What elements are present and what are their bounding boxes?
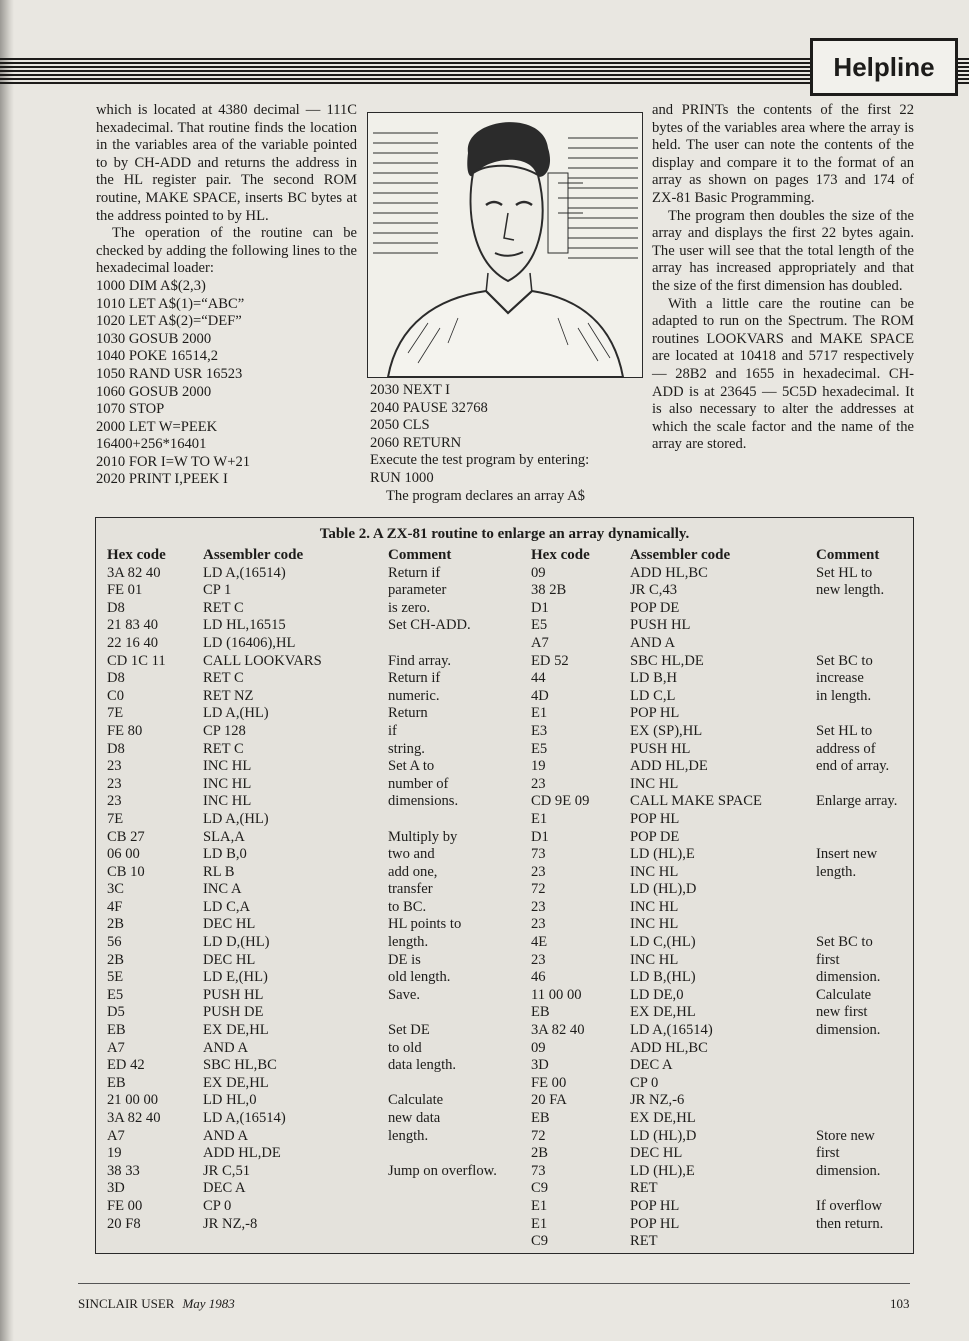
table-cell: EX (SP),HL — [630, 722, 703, 739]
table-cell: E1 — [531, 810, 548, 827]
table-cell: DEC HL — [203, 916, 256, 933]
table-cell: 2B — [531, 1145, 549, 1162]
table-title: Table 2. A ZX-81 routine to enlarge an array dynamically. — [319, 526, 690, 542]
table-cell: address of — [816, 740, 876, 757]
paragraph: With a little care the routine can be adapted to run on the Spectrum. The ROM routines LOOKVARS and MAKE SPACE are located at 10418 and 5717 respectively — 28B2 and 1655 in hexadecimal. CH-ADD is at 23645 — 5C5D hexadecimal. It is also necessary to alter the addresses at which the scale factor and the name of the array are stored. — [652, 295, 914, 453]
table-cell: CALL LOOKVARS — [203, 652, 322, 669]
table-cell: 19 — [531, 758, 546, 775]
table-cell: new first — [816, 1004, 868, 1021]
basic-listing — [96, 278, 357, 489]
table-cell — [816, 899, 897, 917]
table-cell: C0 — [107, 687, 125, 704]
table-cell: CD 1C 11 — [107, 652, 166, 669]
table-cell: 3A 82 40 — [531, 1022, 585, 1039]
right-comment-column — [816, 547, 897, 1251]
table-cell: RET C — [203, 740, 244, 757]
table-cell: INC HL — [203, 758, 252, 775]
page-spine-shadow — [0, 0, 14, 1341]
table-cell: CB 27 — [107, 828, 145, 845]
table-cell: RET C — [203, 599, 244, 616]
table-cell — [816, 1092, 897, 1110]
table-cell: dimensions. — [388, 793, 459, 810]
table-cell: A7 — [531, 634, 549, 651]
table-cell: end of array. — [816, 758, 890, 775]
table-cell: D8 — [107, 599, 125, 616]
table-cell: 23 — [531, 863, 546, 880]
table-cell: RET C — [203, 670, 244, 687]
table-cell: number of — [388, 775, 449, 792]
column-header: Comment — [388, 547, 452, 563]
table-cell: 23 — [531, 775, 546, 792]
table-cell: CB 10 — [107, 863, 145, 880]
table-cell: EX DE,HL — [630, 1004, 696, 1021]
column-header: Assembler code — [203, 547, 304, 563]
table-cell: 09 — [531, 564, 546, 581]
table-cell — [816, 617, 897, 635]
table-cell: E5 — [531, 617, 548, 634]
table-cell — [388, 1180, 497, 1198]
paragraph: The operation of the routine can be checked by adding the following lines to the hexadecimal loader: — [96, 225, 357, 277]
table-cell: dimension. — [816, 1022, 881, 1039]
table-cell: first — [816, 951, 840, 968]
table-cell: is zero. — [388, 599, 431, 616]
table-cell: 44 — [531, 670, 546, 687]
table-cell: Return if — [388, 564, 441, 581]
table-cell: LD A,(16514) — [630, 1022, 713, 1039]
table-cell: JR NZ,-6 — [630, 1092, 685, 1109]
code-line: 2020 PRINT I,PEEK I — [96, 471, 228, 488]
table-cell: length. — [388, 934, 429, 951]
table-cell: D8 — [107, 740, 125, 757]
table-cell: RET — [630, 1233, 658, 1250]
table-cell: Calculate — [388, 1092, 444, 1109]
table-cell: LD B,(HL) — [630, 969, 696, 986]
table-cell: D5 — [107, 1004, 125, 1021]
table-cell: FE 00 — [107, 1197, 143, 1214]
table-cell: If overflow — [816, 1197, 883, 1214]
table-cell — [816, 881, 897, 899]
table-cell: POP HL — [630, 1197, 680, 1214]
table-cell: 23 — [107, 793, 122, 810]
table-cell: POP HL — [630, 705, 680, 722]
table-cell — [388, 1145, 497, 1163]
table-cell: LD C,L — [630, 687, 676, 704]
table-cell: E5 — [107, 986, 124, 1003]
table-cell — [816, 1233, 897, 1251]
column-1 — [96, 102, 357, 489]
table-cell — [816, 1110, 897, 1128]
table-cell — [388, 1004, 497, 1022]
table-cell: EB — [531, 1110, 550, 1126]
code-line: 1000 DIM A$(2,3) — [96, 277, 206, 294]
table-cell: 3D — [107, 1180, 125, 1197]
table-cell: INC HL — [203, 793, 252, 810]
table-cell: 38 2B — [531, 582, 567, 599]
table-cell: INC HL — [630, 898, 679, 915]
table-cell: CP 128 — [203, 722, 246, 739]
table-cell: CD 9E 09 — [531, 793, 590, 810]
table-cell — [388, 1198, 497, 1216]
table-cell: CP 0 — [630, 1074, 659, 1091]
table-cell: parameter — [388, 582, 447, 599]
table-cell: Enlarge array. — [816, 793, 898, 810]
table-cell — [388, 1075, 497, 1093]
table-cell: Set BC to — [816, 934, 873, 951]
table-cell: dimension. — [816, 969, 881, 986]
page-number: 103 — [890, 1296, 910, 1311]
table-cell: 19 — [107, 1145, 122, 1162]
table-cell: new length. — [816, 582, 885, 599]
table-cell: 21 00 00 — [107, 1092, 159, 1109]
table-cell — [388, 1216, 497, 1234]
table-cell: first — [816, 1145, 840, 1162]
table-cell: Set DE — [388, 1022, 430, 1039]
table-cell: LD E,(HL) — [203, 969, 268, 986]
table-cell: 23 — [531, 951, 546, 968]
table-cell: DE is — [388, 951, 421, 968]
table-cell: LD HL,16515 — [203, 617, 286, 634]
table-cell: INC A — [203, 881, 242, 898]
table-cell — [388, 811, 497, 829]
table-cell: LD A,(HL) — [203, 810, 269, 827]
table-cell: EX DE,HL — [203, 1074, 269, 1091]
table-cell: 22 16 40 — [107, 634, 159, 651]
table-cell: dimension. — [816, 1162, 881, 1179]
right-hex-column — [531, 547, 590, 1251]
left-comment-column — [388, 547, 497, 1233]
table-cell: RET NZ — [203, 687, 254, 704]
paragraph: which is located at 4380 decimal — 111C hexadecimal. That routine finds the location in the variables area of the variable pointed to by CH-ADD and returns the address in the HL register pair. The second ROM routine, MAKE SPACE, inserts BC bytes at the address pointed to by HL. — [96, 102, 357, 224]
table-cell: DEC A — [203, 1180, 246, 1197]
table-cell: LD A,(16514) — [203, 564, 286, 581]
table-cell — [816, 776, 897, 794]
code-line: 1040 POKE 16514,2 — [96, 348, 219, 365]
header-rules — [0, 58, 820, 88]
table-cell: 4D — [531, 687, 549, 704]
table-cell: if — [388, 722, 397, 739]
paragraph: The program then doubles the size of the array and displays the first 22 bytes again. The user will see that the total length of the array has increased appropriately and that the size of the first dimension has doubled. — [652, 207, 914, 294]
table-cell: to BC. — [388, 898, 427, 915]
table-cell: increase — [816, 670, 864, 687]
table-cell: Calculate — [816, 986, 872, 1003]
code-line: 2000 LET W=PEEK — [96, 418, 218, 435]
table-cell: POP HL — [630, 1215, 680, 1232]
table-cell: LD A,(HL) — [203, 705, 269, 722]
paragraph: and PRINTs the contents of the first 22 bytes of the variables area where the array is held. The user can note the contents of the display and compare it to the format of an array as shown on pages 173 and 174 of ZX-81 Basic Programming. — [652, 102, 914, 206]
table-cell: CALL MAKE SPACE — [630, 793, 762, 810]
table-cell: transfer — [388, 881, 433, 898]
table-cell: old length. — [388, 969, 451, 986]
table-cell: Set HL to — [816, 564, 873, 581]
table-cell: 11 00 00 — [531, 986, 582, 1003]
section-label: Helpline — [810, 38, 958, 96]
code-line: 1070 STOP — [96, 401, 165, 418]
table-cell: 4F — [107, 898, 123, 915]
table-cell — [816, 1057, 897, 1075]
code-line: 1060 GOSUB 2000 — [96, 383, 212, 400]
code-line: 2050 CLS — [370, 417, 430, 434]
table-cell: Return — [388, 705, 428, 722]
table-cell: ADD HL,DE — [630, 758, 708, 775]
portrait-sketch-icon — [368, 113, 642, 377]
code-line: 1020 LET A$(2)=“DEF” — [96, 313, 242, 330]
table-cell — [388, 635, 497, 653]
code-line: 2030 NEXT I — [370, 382, 450, 398]
table-cell: E1 — [531, 1215, 548, 1232]
table-cell: JR C,43 — [630, 582, 678, 599]
table-cell: 21 83 40 — [107, 617, 159, 634]
table-cell: 72 — [531, 1127, 546, 1144]
table-cell: C9 — [531, 1233, 549, 1250]
table-cell: LD C,A — [203, 898, 251, 915]
table-cell: 06 00 — [107, 846, 140, 863]
table-cell: SBC HL,DE — [630, 652, 704, 669]
code-line: 1010 LET A$(1)=“ABC” — [96, 295, 245, 312]
paragraph: The program declares an array A$ — [386, 487, 585, 504]
table-cell: Insert new — [816, 846, 878, 863]
table-cell: INC HL — [630, 775, 679, 792]
table-cell: two and — [388, 846, 435, 863]
table-cell: Set CH-ADD. — [388, 617, 471, 634]
portrait-illustration — [367, 112, 643, 378]
table-cell: 7E — [107, 705, 124, 722]
table-cell: Store new — [816, 1127, 875, 1144]
table-cell: D1 — [531, 599, 549, 616]
table-cell: CP 0 — [203, 1197, 232, 1214]
table-cell: 72 — [531, 881, 546, 898]
paragraph: Execute the test program by entering: — [370, 452, 590, 469]
table-cell: AND A — [203, 1039, 248, 1056]
table-cell: 20 F8 — [107, 1215, 141, 1232]
code-line: 2010 FOR I=W TO W+21 — [96, 453, 251, 470]
table-cell: D8 — [107, 670, 125, 687]
table-cell — [816, 1075, 897, 1093]
code-line: 1050 RAND USR 16523 — [96, 365, 243, 382]
table-cell: ADD HL,DE — [203, 1145, 281, 1162]
table-cell: Multiply by — [388, 828, 458, 845]
table-cell: EB — [107, 1074, 126, 1091]
footer-credit — [78, 1296, 235, 1312]
table-cell: LD (HL),D — [630, 1127, 697, 1144]
table-cell: FE 80 — [107, 722, 143, 739]
table-cell: PUSH DE — [203, 1004, 264, 1021]
table-cell: 5E — [107, 969, 124, 986]
table-cell: LD (HL),E — [630, 846, 695, 863]
table-cell: JR NZ,-8 — [203, 1215, 258, 1232]
table-cell: D1 — [531, 828, 549, 845]
table-cell: add one, — [388, 863, 438, 880]
table-cell: E1 — [531, 705, 548, 722]
table-cell: DEC HL — [630, 1145, 683, 1162]
table-cell: 7E — [107, 810, 124, 827]
table-cell: LD B,0 — [203, 846, 247, 863]
table-cell: LD C,(HL) — [630, 934, 696, 951]
footer-rule — [78, 1283, 910, 1284]
table-cell: RET — [630, 1180, 658, 1197]
table-cell: INC HL — [630, 863, 679, 880]
table-cell: RL B — [203, 863, 235, 880]
table-cell: DEC HL — [203, 951, 256, 968]
table-cell: EX DE,HL — [203, 1022, 269, 1039]
code-line: 1030 GOSUB 2000 — [96, 330, 212, 347]
table-cell: ED 52 — [531, 652, 569, 669]
table-cell: INC HL — [630, 951, 679, 968]
table-cell: HL points to — [388, 916, 462, 933]
table-cell: 3A 82 40 — [107, 564, 161, 581]
magazine-name: SINCLAIR USER — [78, 1296, 175, 1311]
table-cell: POP HL — [630, 810, 680, 827]
table-cell: CP 1 — [203, 582, 232, 599]
table-cell: 3D — [531, 1057, 549, 1074]
table-cell: PUSH HL — [630, 740, 691, 757]
table-cell: 46 — [531, 969, 546, 986]
column-header: Assembler code — [630, 547, 731, 563]
table-cell: Set BC to — [816, 652, 873, 669]
table-cell — [816, 600, 897, 618]
table-cell: string. — [388, 740, 425, 757]
table-cell: PUSH HL — [203, 986, 264, 1003]
table-cell: SLA,A — [203, 828, 245, 845]
table-cell — [816, 916, 897, 934]
table-cell: data length. — [388, 1057, 457, 1074]
table-cell: 23 — [531, 916, 546, 933]
table-cell: INC HL — [203, 775, 252, 792]
column-header: Hex code — [531, 547, 590, 563]
table-cell: 73 — [531, 1162, 546, 1179]
table-cell: 4E — [531, 934, 548, 951]
table-cell: 3C — [107, 881, 125, 898]
table-cell: Find array. — [388, 652, 452, 669]
table-cell — [816, 705, 897, 723]
table-cell: EX DE,HL — [630, 1110, 696, 1126]
table-cell: 73 — [531, 846, 546, 863]
code-line: 16400+256*16401 — [96, 436, 207, 453]
table-cell: new data — [388, 1110, 441, 1126]
table-cell: AND A — [203, 1127, 248, 1144]
table-cell: numeric. — [388, 687, 440, 704]
table-cell: C9 — [531, 1180, 549, 1197]
table-cell: LD A,(16514) — [203, 1110, 286, 1126]
column-header: Hex code — [107, 547, 166, 563]
right-asm-column — [630, 547, 762, 1251]
table-cell: POP DE — [630, 828, 680, 845]
left-hex-column — [107, 547, 166, 1233]
table-cell: EB — [107, 1022, 126, 1039]
table-cell: 2B — [107, 916, 125, 933]
table-cell: E1 — [531, 1197, 548, 1214]
table-cell — [816, 829, 897, 847]
table-cell: INC HL — [630, 916, 679, 933]
code-line: RUN 1000 — [370, 469, 434, 486]
table-cell: FE 00 — [531, 1074, 567, 1091]
column-2 — [370, 382, 638, 505]
table-cell: ED 42 — [107, 1057, 145, 1074]
table-cell: LD HL,0 — [203, 1092, 257, 1109]
table-cell: LD DE,0 — [630, 986, 684, 1003]
table-cell — [816, 1180, 897, 1198]
table-cell: E5 — [531, 740, 548, 757]
table-cell: then return. — [816, 1215, 884, 1232]
table-cell: LD (HL),E — [630, 1162, 695, 1179]
table-cell — [816, 811, 897, 829]
table-cell: 23 — [531, 898, 546, 915]
table-cell: LD D,(HL) — [203, 934, 270, 951]
table-cell: 23 — [107, 758, 122, 775]
table-cell: POP DE — [630, 599, 680, 616]
table-cell: E3 — [531, 722, 548, 739]
table-cell: Set HL to — [816, 722, 873, 739]
table-cell — [816, 1040, 897, 1058]
table-cell: SBC HL,BC — [203, 1057, 277, 1074]
table-cell: 38 33 — [107, 1162, 140, 1179]
table-cell: length. — [388, 1127, 429, 1144]
code-line: 2040 PAUSE 32768 — [370, 399, 488, 416]
table-cell: DEC A — [630, 1057, 673, 1074]
table-cell: Save. — [388, 986, 421, 1003]
column-header: Comment — [816, 547, 880, 563]
column-3 — [652, 102, 914, 454]
table-cell: PUSH HL — [630, 617, 691, 634]
code-line: 2060 RETURN — [370, 434, 462, 451]
code-table — [95, 517, 914, 1254]
table-cell: 56 — [107, 934, 122, 951]
table-cell: ADD HL,BC — [630, 564, 708, 581]
table-cell: ADD HL,BC — [630, 1039, 708, 1056]
table-cell: JR C,51 — [203, 1162, 251, 1179]
table-cell: Jump on overflow. — [388, 1162, 497, 1179]
issue-date: May 1983 — [182, 1296, 235, 1311]
table-cell: 23 — [107, 775, 122, 792]
left-asm-column — [203, 547, 322, 1233]
table-cell: FE 01 — [107, 582, 143, 599]
table-cell: Return if — [388, 670, 441, 687]
table-cell: length. — [816, 863, 857, 880]
table-cell — [816, 635, 897, 653]
table-cell: 3A 82 40 — [107, 1110, 161, 1126]
table-cell: LD (HL),D — [630, 881, 697, 898]
table-cell: to old — [388, 1039, 422, 1056]
table-cell: Set A to — [388, 758, 435, 775]
table-cell: LD B,H — [630, 670, 678, 687]
table-cell: 2B — [107, 951, 125, 968]
table-cell: EB — [531, 1004, 550, 1021]
table-cell: A7 — [107, 1127, 125, 1144]
table-cell: AND A — [630, 634, 675, 651]
table-cell: A7 — [107, 1039, 125, 1056]
table-cell: 09 — [531, 1039, 546, 1056]
table-cell: LD (16406),HL — [203, 634, 296, 651]
table-cell: 20 FA — [531, 1092, 567, 1109]
table-cell: in length. — [816, 687, 872, 704]
